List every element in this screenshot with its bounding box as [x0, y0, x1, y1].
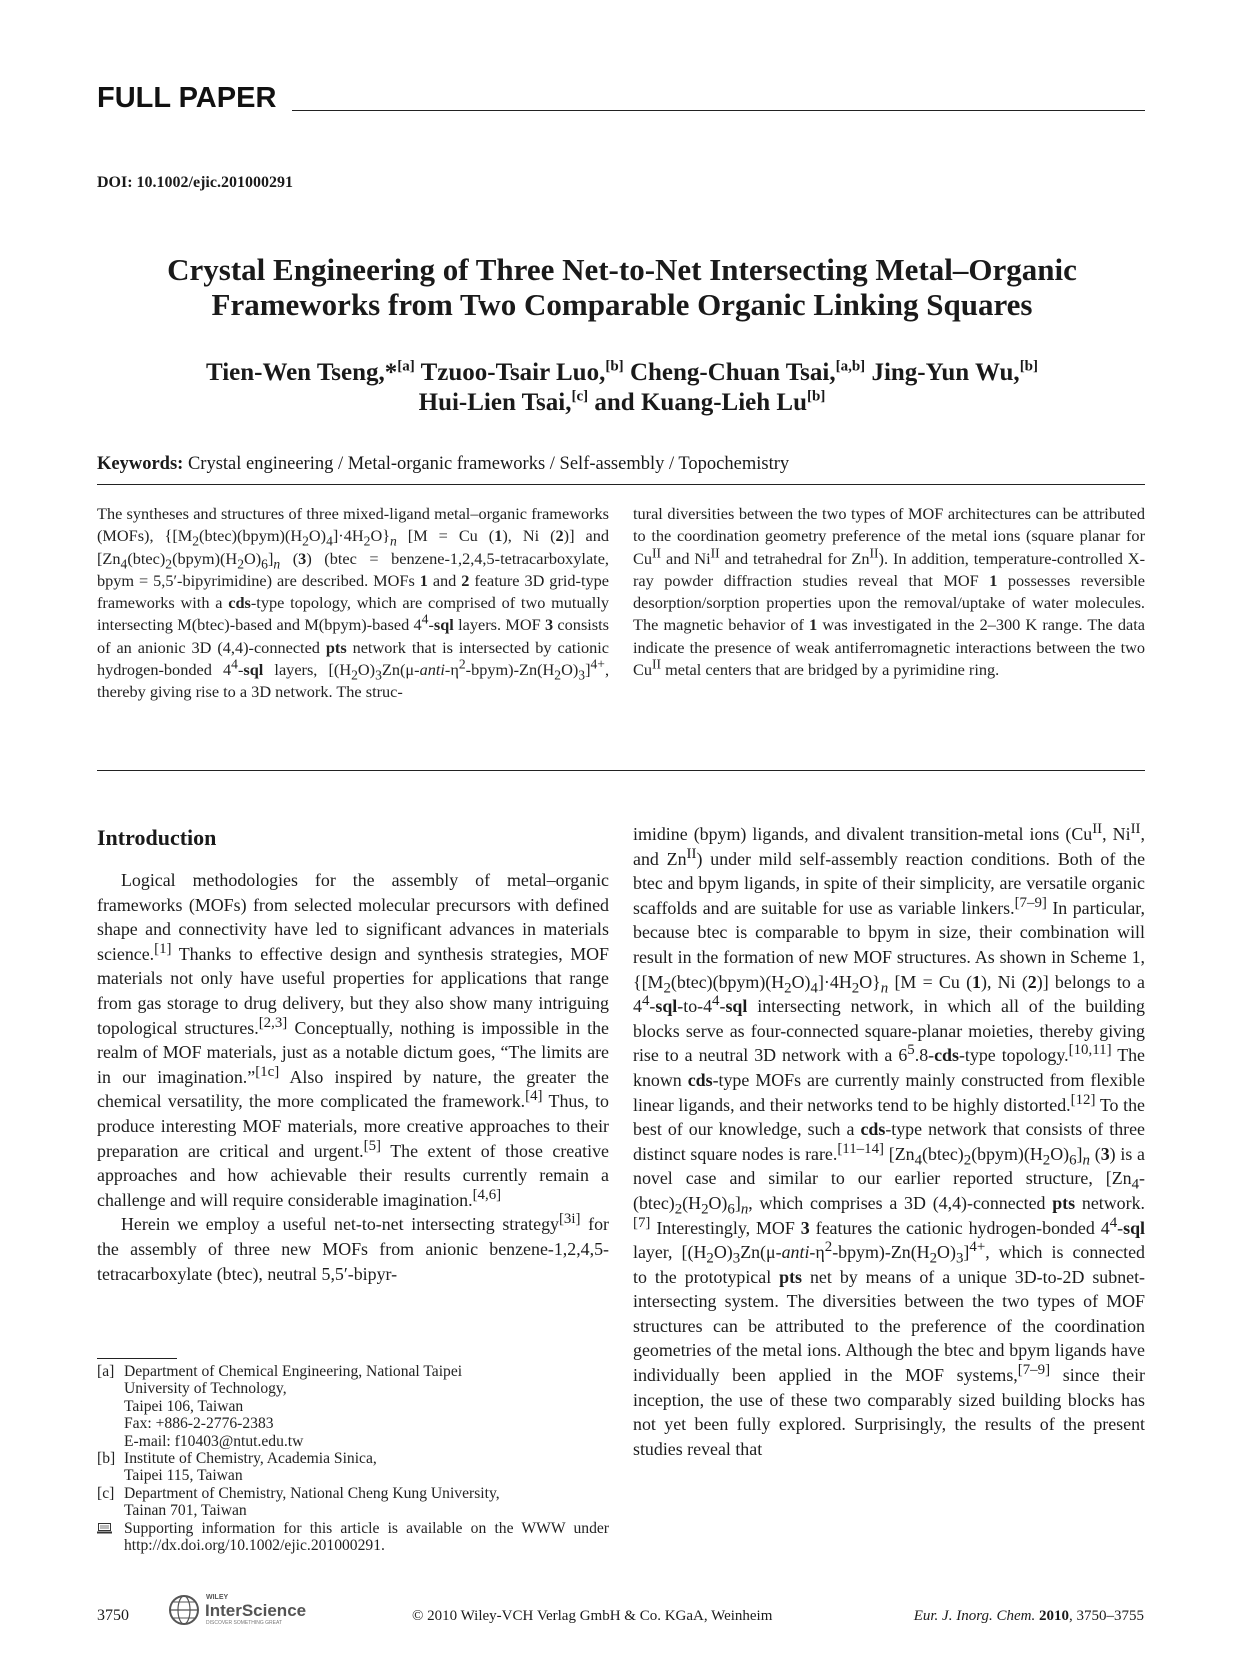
footnote-line: Taipei 106, Taiwan — [124, 1397, 244, 1415]
logo-main-text: InterScience — [205, 1601, 307, 1620]
paragraph: Logical methodologies for the assembly of metal–organic frameworks (MOFs) from selected molecular precursors with defined shape and connectivity have led to significant advances in materials science.[1] Thanks to effective design and synthesis strategies, MOF materials not only have useful properties for applications that range from gas storage to drug delivery, but they also show many intriguing topological structures.[2,3] Conceptually, nothing is impossible in the realm of MOF materials, just as a notable dictum goes, “The limits are in our imagination.”[1c] Also inspired by nature, the greater the chemical versatility, the more complicated the framework.[4] Thus, to produce interesting MOF materials, more creative approaches to their preparation are critical and urgent.[5] The extent of those creative approaches and how achievable their results currently remain a challenge and will require considerable imagination.[4,6] — [97, 870, 609, 1210]
author-line-1 — [97, 358, 1147, 388]
header-rule — [292, 110, 1145, 111]
title-line-1: Crystal Engineering of Three Net-to-Net Intersecting Metal–Organic — [167, 252, 1077, 287]
section-label: FULL PAPER — [97, 82, 277, 114]
footnote-rule — [97, 1358, 177, 1359]
author-name: Kuang-Lieh Lu — [640, 389, 807, 416]
footnote-line: Fax: +886-2-2776-2383 — [124, 1415, 274, 1433]
author-affiliation: [b] — [807, 388, 826, 405]
footnote-line: University of Technology, — [124, 1380, 287, 1398]
footnote-line: Department of Chemical Engineering, National Taipei — [124, 1363, 463, 1380]
author-affiliation: [b] — [605, 358, 624, 375]
footnote-line: Taipei 115, Taiwan — [124, 1467, 243, 1485]
author-name: Hui-Lien Tsai, — [418, 389, 572, 416]
section-heading: Introduction — [97, 825, 217, 850]
title-line-2: Frameworks from Two Comparable Organic Linking Squares — [211, 287, 1033, 322]
page-number: 3750 — [97, 1607, 129, 1624]
author-affiliation: [b] — [1019, 358, 1039, 375]
author-line-2 — [97, 388, 1147, 418]
wiley-interscience-logo — [168, 1590, 338, 1628]
globe-icon — [170, 1596, 198, 1624]
author-name: Cheng-Chuan Tsai, — [629, 359, 836, 386]
intro-column-right — [633, 822, 1145, 1461]
footnote-c — [97, 1485, 609, 1520]
paragraph: Herein we employ a useful net-to-net intersecting strategy[3i] for the assembly of three new MOFs from anionic benzene-1,2,4,5-tetracarboxylate (btec), neutral 5,5′-bipyr- — [97, 1211, 609, 1284]
logo-wiley-text: WILEY — [206, 1594, 229, 1601]
journal-pages: , 3750–3755 — [1069, 1608, 1144, 1624]
supporting-info-text[interactable]: Supporting information for this article is available on the WWW under http://dx.doi.org/10.1002/ejic.201000291. — [124, 1519, 609, 1555]
abstract-column-left: The syntheses and structures of three mixed-ligand metal–organic frameworks (MOFs), $\{[M_2(btec)(bpym)(H_2O)_4]\cdot 4H_2O\}_n$ [M = Cu (1), Ni (2)] and $[Zn_4(btec)_2(bpym)(H_2O)_6]_n$ (3) (btec = benzene-1,2,4,5-tetracarboxylate, bpym = 5,5′-bipyrimidine) are described. MOFs 1 and 2 feature 3D grid-type frameworks with a cds-type topology, which are comprised of two mutually intersecting M(btec)-based and M(bpym)-based $4^4$-sql layers. MOF 3 consists of an anionic 3D (4,4)-connected pts network that is intersected by cationic hydrogen-bonded $4^4$-sql layers, $[(H_2O)_3Zn(\mu-anti-\eta^2-bpym)-Zn(H_2O)_3]^{4+}$, thereby giving rise to a 3D network. The struc- — [97, 504, 610, 702]
footnote-b — [97, 1450, 609, 1485]
footnote-email[interactable]: E-mail: f10403@ntut.edu.tw — [124, 1432, 304, 1450]
author-affiliation: [a,b] — [835, 358, 866, 375]
keywords-rule — [97, 484, 1145, 485]
intro-column-left — [97, 868, 609, 1286]
copyright: © 2010 Wiley-VCH Verlag GmbH & Co. KGaA, Weinheim — [412, 1608, 773, 1624]
author-list — [97, 358, 1147, 418]
keywords-text: Crystal engineering / Metal-organic frameworks / Self-assembly / Topochemistry — [187, 454, 790, 474]
abstract-column-right: tural diversities between the two types of MOF architectures can be attributed to the coordination geometry preference of the metal ions (square planar for $Cu^{II}$ and $Ni^{II}$ and tetrahedral for $Zn^{II}$). In addition, temperature-controlled X-ray powder diffraction studies reveal that MOF 1 possesses reversible desorption/sorption properties upon the removal/uptake of water molecules. The magnetic behavior of 1 was investigated in the 2–300 K range. The data indicate the presence of weak antiferromagnetic interactions between the two $Cu^{II}$ metal centers that are bridged by a pyrimidine ring. — [633, 504, 1145, 680]
author-name: Jing-Yun Wu, — [871, 359, 1020, 386]
doi[interactable]: DOI: 10.1002/ejic.201000291 — [97, 174, 293, 191]
author-conjunction: and — [594, 389, 641, 416]
paper-title — [97, 252, 1147, 322]
footnote-a — [97, 1363, 609, 1450]
footnote-line: Department of Chemistry, National Cheng Kung University, — [124, 1484, 500, 1502]
keywords-label: Keywords: — [97, 454, 184, 474]
footnote-key: [a] — [97, 1363, 115, 1380]
logo-tagline: DISCOVER SOMETHING GREAT — [206, 1620, 283, 1626]
author-name: Tzuoo-Tsair Luo, — [420, 359, 606, 386]
affiliation-footnotes — [97, 1363, 609, 1554]
footnote-line: Tainan 701, Taiwan — [124, 1502, 247, 1520]
abstract-rule — [97, 770, 1145, 771]
journal-year: 2010 — [1039, 1608, 1069, 1624]
author-name: Tien-Wen Tseng,* — [205, 359, 398, 386]
keywords — [97, 454, 789, 475]
computer-icon — [97, 1523, 112, 1534]
supporting-info-note — [97, 1520, 609, 1555]
footnote-line: Institute of Chemistry, Academia Sinica, — [124, 1450, 377, 1468]
journal-reference — [890, 1608, 1144, 1625]
journal-name: Eur. J. Inorg. Chem. — [913, 1608, 1036, 1624]
author-affiliation: [a] — [397, 358, 415, 375]
author-affiliation: [c] — [571, 388, 589, 405]
footnote-key: [c] — [97, 1484, 115, 1502]
footnote-key: [b] — [97, 1450, 116, 1468]
paragraph: imidine (bpym) ligands, and divalent transition-metal ions ($Cu^{II}$, $Ni^{II}$, and $Zn^{II}$) under mild self-assembly reaction conditions. Both of the btec and bpym ligands, in spite of their simplicity, are versatile organic scaffolds and are suitable for use as variable linkers.[7–9] In particular, because btec is comparable to bpym in size, their combination will result in the formation of new MOF structures. As shown in Scheme 1, $\{[M_2(btec)(bpym)(H_2O)_4]\cdot 4H_2O\}_n$ [M = Cu (1), Ni (2)] belongs to a $4^4-sql-to-4^4$-sql intersecting network, in which all of the building blocks serve as four-connected square-planar moieties, thereby giving rise to a neutral 3D network with a $6^5.8-cds$-type topology.[10,11] The known cds-type MOFs are currently mainly constructed from flexible linear ligands, and their networks tend to be highly distorted.[12] To the best of our knowledge, such a cds-type network that consists of three distinct square nodes is rare.[11–14] $[Zn_4(btec)_2(bpym)(H_2O)_6]_n$ (3) is a novel case and similar to our earlier reported structure, $[Zn_4-(btec)_2(H_2O)_6]_n$, which comprises a 3D (4,4)-connected pts network.[7] Interestingly, MOF 3 features the cationic hydrogen-bonded $4^4$-sql layer, $[(H_2O)_3Zn(\mu-anti-\eta^2-bpym)-Zn(H_2O)_3]^{4+}$, which is connected to the prototypical pts net by means of a unique 3D-to-2D subnet-intersecting system. The diversities between the two types of MOF structures can be attributed to the preference of the coordination geometries of the metal ions. Although the btec and bpym ligands have individually been applied in the MOF systems,[7–9] since their inception, the use of these two comparably sized building blocks has not yet been fully explored. Surprisingly, the results of the present studies reveal that — [633, 821, 1146, 1459]
